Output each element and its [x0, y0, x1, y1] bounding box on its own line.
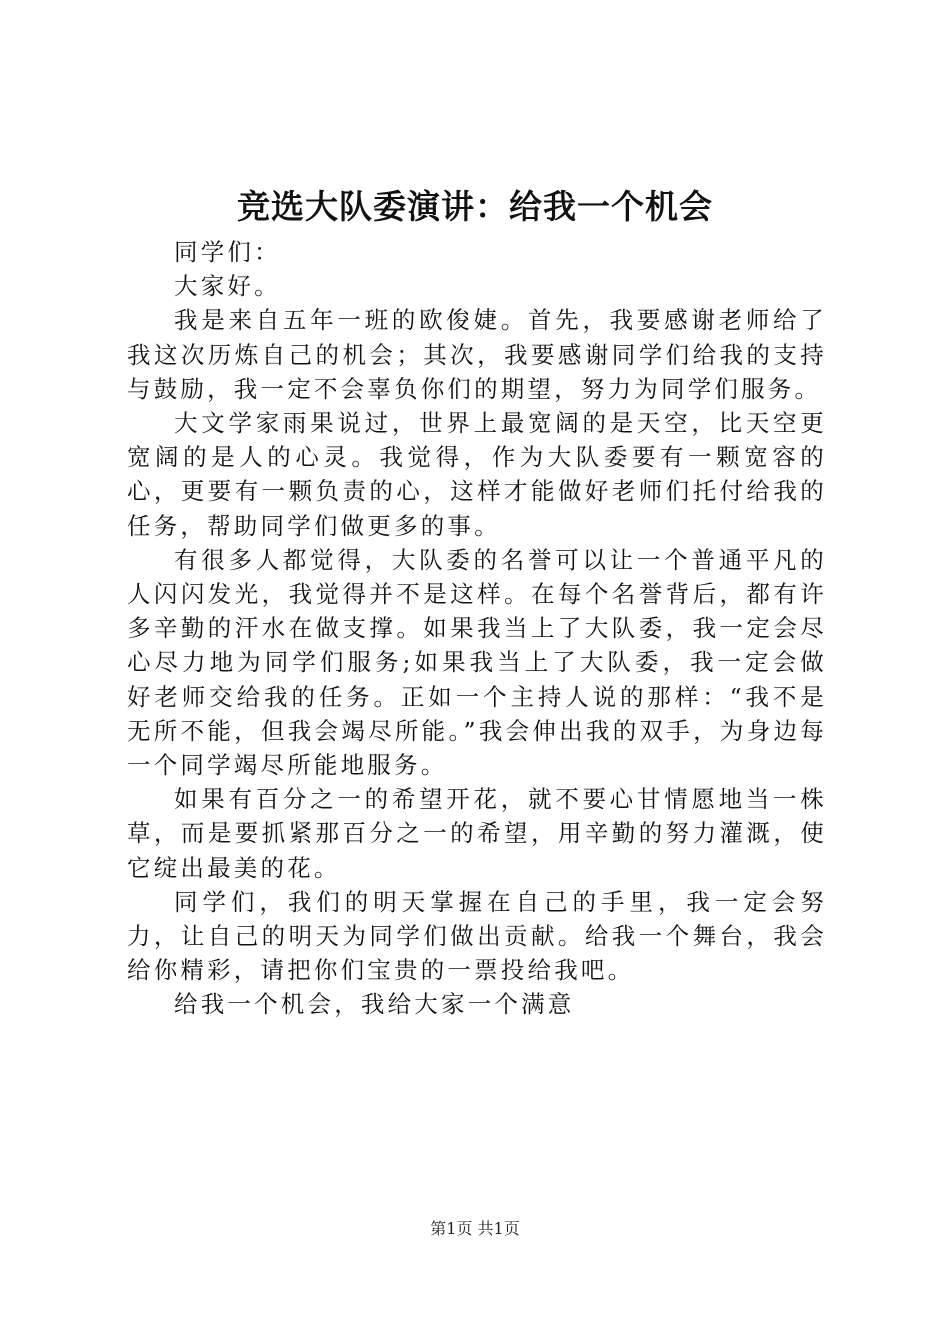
paragraph-hello: 大家好。	[174, 272, 281, 301]
paragraph-closing: 给我一个机会，我给大家一个满意	[174, 990, 575, 1019]
document-body	[127, 235, 827, 1022]
paragraph-greeting: 同学们：	[174, 238, 281, 266]
page-footer: 第1页 共1页	[430, 1219, 520, 1238]
paragraph-appeal: 同学们，我们的明天掌握在自己的手里，我一定会努力，让自己的明天为同学们做出贡献。给我一个舞台，我会给你精彩，请把你们宝贵的一票投给我吧。	[127, 887, 827, 985]
paragraph-hugo-quote: 大文学家雨果说过，世界上最宽阔的是天空，比天空更宽阔的是人的心灵。我觉得，作为大队委要有一颗宽容的心，更要有一颗负责的心，这样才能做好老师们托付给我的任务，帮助同学们做更多的事。	[127, 409, 827, 540]
paragraph-hope: 如果有百分之一的希望开花，就不要心甘情愿地当一株草，而是要抓紧那百分之一的希望，用辛勤的努力灌溉，使它绽出最美的花。	[127, 785, 827, 882]
paragraph-introduction: 我是来自五年一班的欧俊婕。首先，我要感谢老师给了我这次历炼自己的机会；其次，我要感谢同学们给我的支持与鼓励，我一定不会辜负你们的期望，努力为同学们服务。	[127, 306, 827, 403]
paragraph-honor: 有很多人都觉得，大队委的名誉可以让一个普通平凡的人闪闪发光，我觉得并不是这样。在每个名誉背后，都有许多辛勤的汗水在做支撑。如果我当上了大队委，我一定会尽心尽力地为同学们服务;如果我当上了大队委，我一定会做好老师交给我的任务。正如一个主持人说的那样：“我不是无所不能，但我会竭尽所能。”我会伸出我的双手，为身边每一个同学竭尽所能地服务。	[127, 545, 827, 780]
document-title: 竞选大队委演讲：给我一个机会	[237, 187, 713, 226]
